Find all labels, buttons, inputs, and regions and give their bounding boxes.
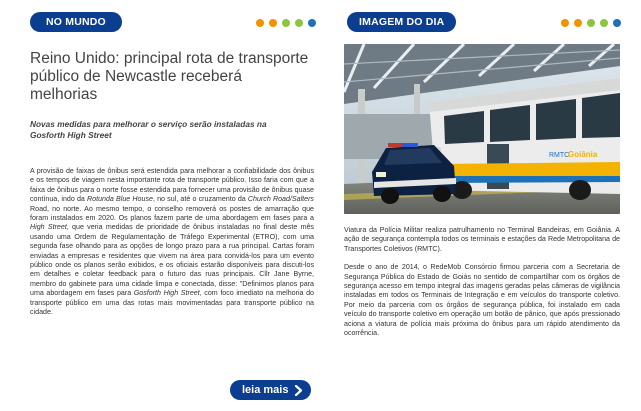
bus-brand-text: RMTC — [549, 152, 570, 159]
article-subtitle: Novas medidas para melhorar o serviço serão instaladas na Gosforth High Street — [30, 119, 267, 140]
dot-icon — [613, 19, 621, 27]
body-text-run: A provisão de faixas de ônibus será estendida para melhorar a confiabilidade dos ônibus e os tempos de viagem nesta importante rota de transporte público. Isso faria com que a faixa de ônibus para o norte fosse estendida para fornecer uma provisão de ônibus quase contínua, indo da — [30, 167, 314, 204]
body-italic-run: Rotunda Blue House — [87, 195, 153, 204]
body-italic-run: Church Road/Salters — [247, 195, 314, 204]
section-label-imagem-do-dia: IMAGEM DO DIA — [347, 12, 456, 32]
read-more-label: leia mais — [242, 384, 289, 396]
read-more-button[interactable] — [230, 380, 311, 400]
decor-dots-icon — [561, 19, 621, 27]
body-text-run: Road, no norte. Ao mesmo tempo, o conselho removerá os postes de amarração que foram instalados em 2020. Os planos fazem parte de uma abordagem em fases para a — [30, 204, 314, 223]
news-world-column — [20, 10, 316, 318]
decor-dots-icon — [256, 19, 316, 27]
article-body — [30, 167, 314, 318]
caption-paragraph-2: Desde o ano de 2014, o RedeMob Consórcio firmou parceria com a Secretaria de Segurança Pública do Estado de Goiás no sentido de compartilhar com os órgãos de segurança acesso em tempo integral das imagens geradas pelas câmeras de vigilância instaladas em todos os Terminais de Integração e em veículos do transporte coletivo. Por meio da parceria com os órgãos de segurança pública, foi instalado em cada veículo do transporte coletivo em operação um botão de pânico, que após pressionado aciona a viatura de polícia mais próxima do ônibus para um rápido atendimento da ocorrência. — [344, 263, 620, 338]
body-text-run: , no sul, até o cruzamento da — [152, 195, 248, 204]
body-italic-run: High Street — [30, 223, 67, 232]
dot-icon — [269, 19, 277, 27]
caption-paragraph-1: Viatura da Polícia Militar realiza patrulhamento no Terminal Bandeiras, em Goiânia. A ação de segurança contempla todos os terminais e estações da Rede Metropolitana de Transportes Coletivos (RMTC). — [344, 226, 620, 253]
dot-icon — [574, 19, 582, 27]
dot-icon — [282, 19, 290, 27]
photo-caption — [344, 226, 620, 338]
body-italic-run: Gosforth High Street — [133, 289, 200, 298]
dot-icon — [600, 19, 608, 27]
photo-bus-terminal — [344, 44, 620, 214]
dot-icon — [256, 19, 264, 27]
section-header — [343, 10, 621, 36]
body-text-run: , que veria medidas de prioridade de ônibus instaladas no final deste mês usando uma Ordem de Regulamentação de Tráfego Experimental (ETRO), com uma segunda fase olhando para as opções de longo prazo para a rua principal. Cartas foram enviadas a empresas e residentes que vivem na área para convidá-los para um evento público onde os planos serão exibidos, e os oficiais estarão disponíveis para discuti-los em detalhes e coletar feedback para o futuro das ruas principais. Cllr Jane Byrne, membro do gabinete para uma cidade limpa e conectada, disse: "Definimos planos para uma abordagem em fases para — [30, 223, 314, 298]
image-of-the-day-column — [343, 10, 621, 338]
section-label-no-mundo: NO MUNDO — [30, 12, 122, 32]
dot-icon — [295, 19, 303, 27]
chevron-right-icon — [294, 385, 303, 396]
bus-city-text: Goiânia — [568, 150, 598, 159]
dot-icon — [308, 19, 316, 27]
bus-terminal-illustration — [344, 44, 620, 214]
section-header — [20, 10, 316, 36]
dot-icon — [561, 19, 569, 27]
body-text-run: , com foco imediato na melhoria do transporte público em uma das rotas mais movimentadas para transporte público na cidade. — [30, 289, 314, 317]
dot-icon — [587, 19, 595, 27]
article-headline: Reino Unido: principal rota de transporte público de Newcastle receberá melhorias — [30, 50, 309, 103]
